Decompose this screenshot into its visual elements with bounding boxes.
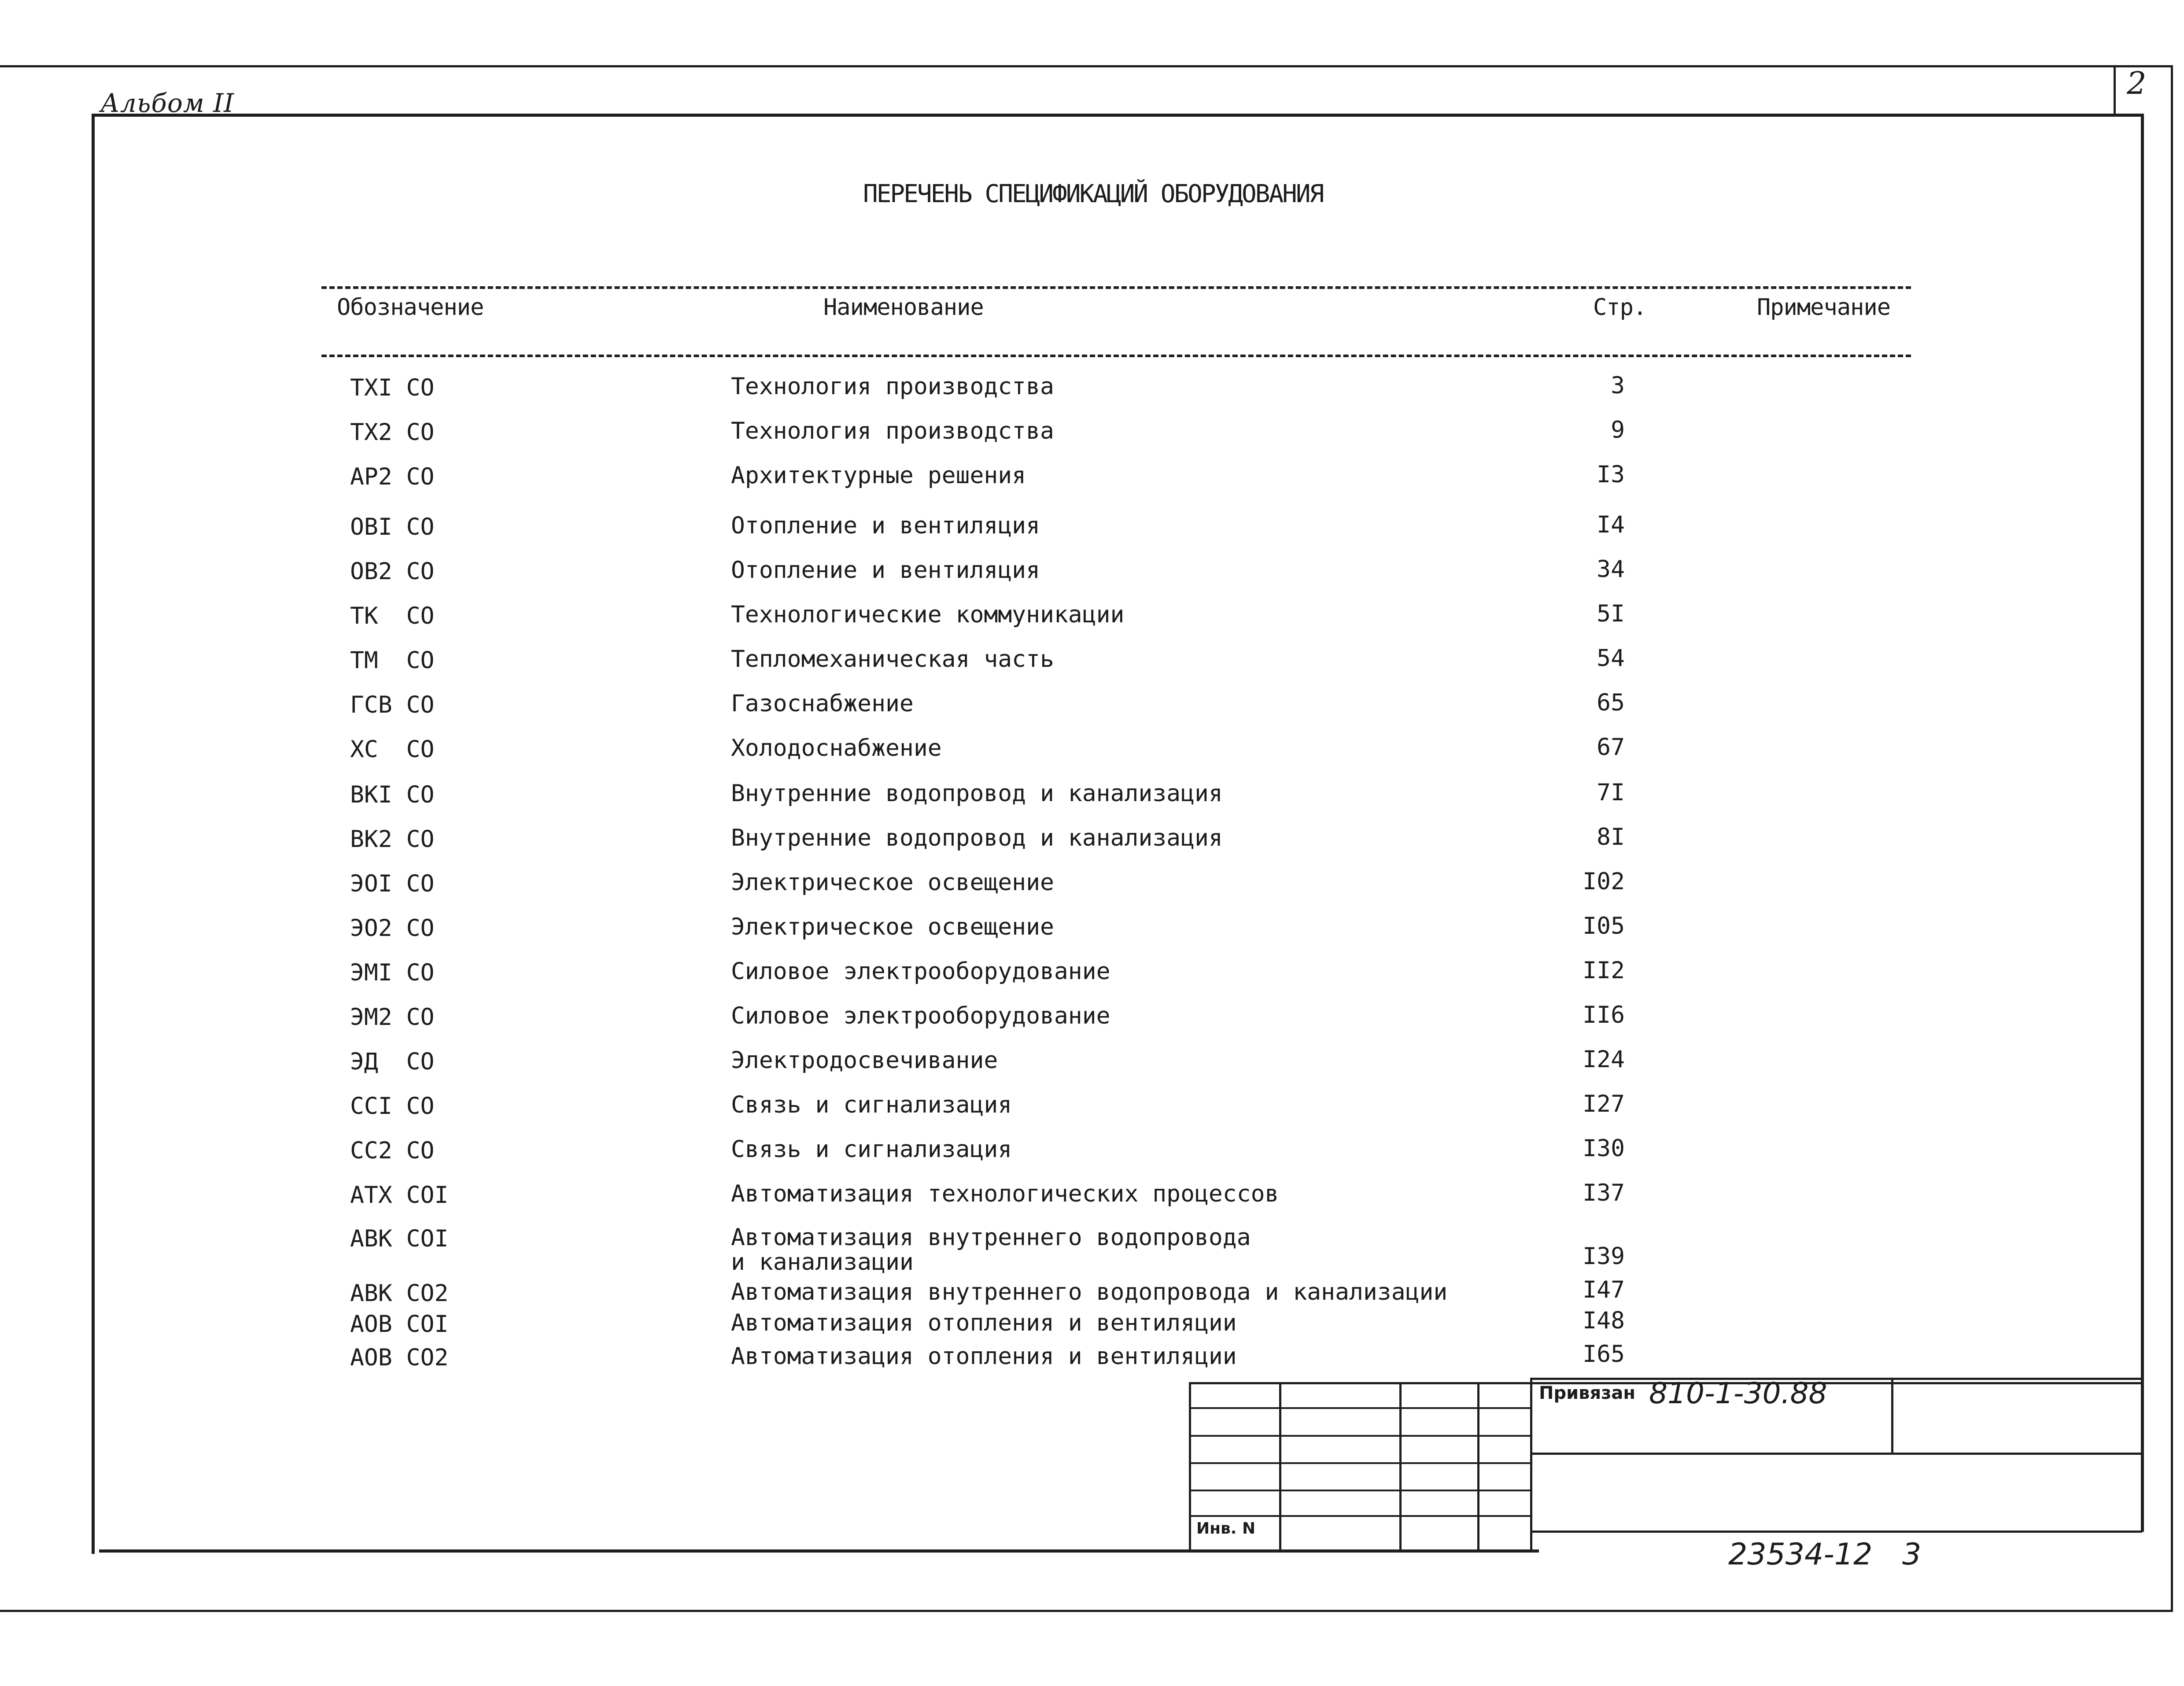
row-page: I48 bbox=[1583, 1307, 1625, 1334]
outer-top-border bbox=[0, 65, 2173, 67]
row-code: ГСВ CO bbox=[350, 691, 435, 718]
row-name: Автоматизация отопления и вентиляции bbox=[731, 1343, 1237, 1370]
row-page: 67 bbox=[1597, 734, 1625, 761]
row-page: 7I bbox=[1597, 779, 1625, 806]
row-code: BKI CO bbox=[350, 781, 435, 808]
stamp-mid-line bbox=[1530, 1453, 2142, 1455]
header-name: Наименование bbox=[823, 294, 984, 321]
row-page: I05 bbox=[1583, 913, 1625, 939]
frame-bottom bbox=[99, 1549, 1539, 1553]
stamp-row-5 bbox=[1189, 1515, 1532, 1517]
frame-right bbox=[2141, 114, 2144, 1532]
row-code: ЭOI CO bbox=[350, 870, 435, 897]
row-code: ABK CO2 bbox=[350, 1280, 449, 1307]
stamp-bottom-line bbox=[1530, 1531, 2142, 1533]
row-name: Электродосвечивание bbox=[731, 1047, 998, 1074]
row-code: ABK COI bbox=[350, 1225, 449, 1252]
row-page: II2 bbox=[1583, 957, 1625, 984]
album-label: Альбом II bbox=[100, 88, 235, 118]
frame-left bbox=[92, 114, 95, 1554]
stamp-row-2 bbox=[1189, 1435, 1532, 1437]
row-page: I27 bbox=[1583, 1091, 1625, 1117]
row-page: 3 bbox=[1611, 372, 1625, 399]
row-code: TK CO bbox=[350, 603, 435, 629]
outer-right-border bbox=[2171, 65, 2173, 1611]
header-code: Обозначение bbox=[337, 294, 484, 321]
sheet-number-box-left bbox=[2114, 65, 2116, 116]
row-code: AOB CO2 bbox=[350, 1344, 449, 1371]
frame-top bbox=[92, 114, 2143, 117]
row-code: ЭMI CO bbox=[350, 959, 435, 986]
row-code: TX2 CO bbox=[350, 419, 435, 446]
archive-number: 23534-12 bbox=[1728, 1537, 1873, 1572]
header-bottom-rule bbox=[321, 355, 1911, 357]
sheet-number: 2 bbox=[2127, 65, 2147, 101]
row-code: ATX COI bbox=[350, 1182, 449, 1209]
stamp-row-1 bbox=[1189, 1407, 1532, 1409]
row-name: Автоматизация внутреннего водопровода и канализации bbox=[731, 1279, 1448, 1305]
row-name: Отопление и вентиляция bbox=[731, 512, 1040, 539]
stamp-col-5 bbox=[1891, 1378, 1893, 1455]
row-page: I24 bbox=[1583, 1046, 1625, 1073]
row-name: Тепломеханическая часть bbox=[731, 646, 1054, 673]
row-page: 9 bbox=[1611, 417, 1625, 444]
row-page: 5I bbox=[1597, 600, 1625, 627]
row-page: 34 bbox=[1597, 556, 1625, 583]
row-code: BK2 CO bbox=[350, 826, 435, 853]
row-code: ЭM2 CO bbox=[350, 1004, 435, 1031]
row-name: Связь и сигнализация bbox=[731, 1091, 1012, 1118]
header-top-rule bbox=[321, 286, 1911, 289]
row-name: Электрическое освещение bbox=[731, 869, 1054, 896]
row-code: OBI CO bbox=[350, 514, 435, 540]
row-page: I30 bbox=[1583, 1135, 1625, 1162]
header-note: Примечание bbox=[1757, 294, 1891, 321]
row-code: CC2 CO bbox=[350, 1137, 435, 1164]
row-page: 54 bbox=[1597, 645, 1625, 672]
row-code: TXI CO bbox=[350, 374, 435, 401]
row-name: Архитектурные решения bbox=[731, 462, 1026, 489]
row-page: 65 bbox=[1597, 689, 1625, 716]
row-page: I39 bbox=[1583, 1243, 1625, 1270]
row-page: I02 bbox=[1583, 868, 1625, 895]
row-page: II6 bbox=[1583, 1002, 1625, 1028]
stamp-row-4 bbox=[1189, 1490, 1532, 1491]
row-code: ЭД CO bbox=[350, 1048, 435, 1075]
outer-bottom-border bbox=[0, 1610, 2173, 1612]
row-code: ЭO2 CO bbox=[350, 915, 435, 942]
row-name: Связь и сигнализация bbox=[731, 1136, 1012, 1163]
row-code: AP2 CO bbox=[350, 463, 435, 490]
stamp-right-top-line bbox=[1530, 1378, 2142, 1380]
row-code: CCI CO bbox=[350, 1093, 435, 1120]
row-name: Электрическое освещение bbox=[731, 913, 1054, 940]
row-code: AOB COI bbox=[350, 1311, 449, 1338]
header-page: Стр. bbox=[1593, 294, 1647, 321]
row-name: Холодоснабжение bbox=[731, 735, 942, 762]
row-name: Газоснабжение bbox=[731, 690, 914, 717]
stamp-col-4 bbox=[1530, 1378, 1532, 1552]
stamp-row-3 bbox=[1189, 1462, 1532, 1464]
privyazan-label: Привязан bbox=[1539, 1383, 1636, 1403]
page-title: ПЕРЕЧЕНЬ СПЕЦИФИКАЦИЙ ОБОРУДОВАНИЯ bbox=[863, 180, 1323, 208]
row-name: Технология производства bbox=[731, 373, 1054, 400]
row-name: Внутренние водопровод и канализация bbox=[731, 825, 1223, 851]
page-number: 3 bbox=[1902, 1537, 1922, 1572]
row-page: I47 bbox=[1583, 1276, 1625, 1303]
row-code: OB2 CO bbox=[350, 558, 435, 585]
row-name: Автоматизация технологических процессов bbox=[731, 1180, 1279, 1207]
row-name: Отопление и вентиляция bbox=[731, 557, 1040, 584]
row-page: I65 bbox=[1583, 1341, 1625, 1368]
row-name: Силовое электрооборудование bbox=[731, 1002, 1110, 1029]
row-page: I4 bbox=[1597, 511, 1625, 538]
row-code: XC CO bbox=[350, 736, 435, 763]
row-name: Внутренние водопровод и канализация bbox=[731, 780, 1223, 807]
row-code: TM CO bbox=[350, 647, 435, 674]
row-name: Технологические коммуникации bbox=[731, 601, 1125, 628]
row-name: Автоматизация отопления и вентиляции bbox=[731, 1309, 1237, 1336]
row-page: I37 bbox=[1583, 1179, 1625, 1206]
row-page: I3 bbox=[1597, 461, 1625, 488]
row-name: Технология производства bbox=[731, 418, 1054, 444]
row-name: Силовое электрооборудование bbox=[731, 958, 1110, 985]
row-name: Автоматизация внутреннего водопровода и канализации bbox=[731, 1224, 1251, 1276]
project-number: 810-1-30.88 bbox=[1649, 1376, 1827, 1410]
row-page: 8I bbox=[1597, 824, 1625, 850]
inv-label: Инв. N bbox=[1196, 1520, 1256, 1538]
